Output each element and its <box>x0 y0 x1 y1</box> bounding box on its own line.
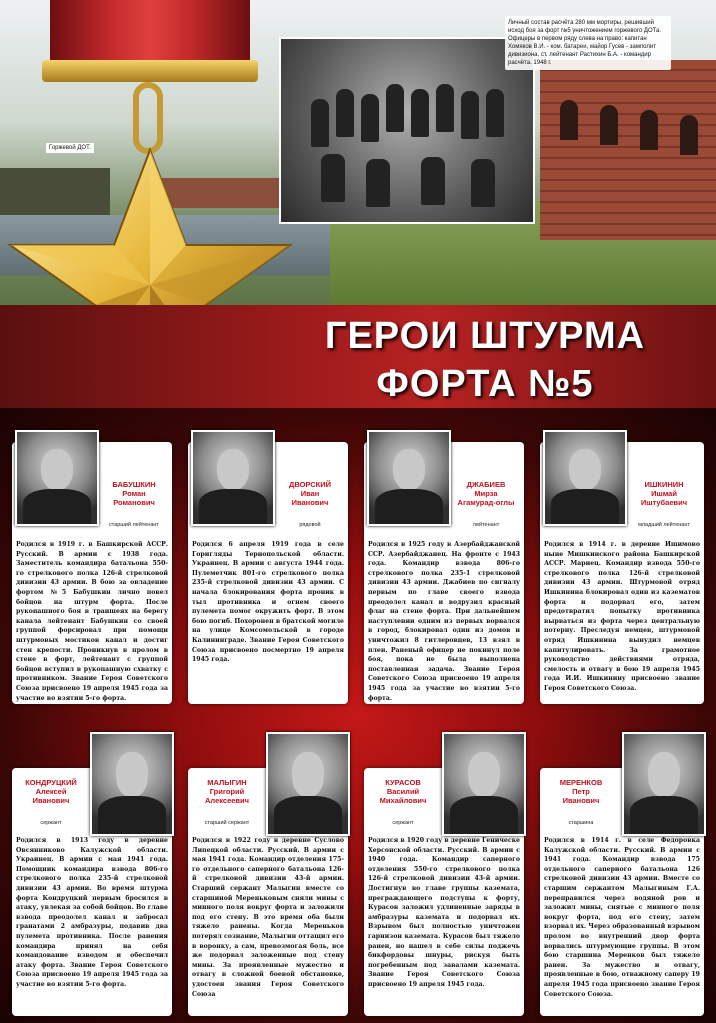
hero-portrait <box>90 732 174 836</box>
dot-label: Горжевой ДОТ. <box>46 143 94 153</box>
hero-bio: Родился в 1914 г. в селе Федоровка Калужской области. Русский. В армии с 1941 года. Командир взвода 175 отдельного саперного батальона 126 стрелковой дивизии 43 армии. Вместе со старшим сержантом Малыгиным Г.А. переправился через водяной ров и заложил мины, снятые с минного поля вокруг форта, под его стену, затем взорвал их. Через образованный взрывом пролом во внутренний двор форта ворвались штурмующие группы. В этом бою старшина Меренков был тяжело ранен. За мужество и отвагу, проявленные в бою, отважному саперу 19 апреля 1945 года присвоено звание Героя Советского Союза. <box>544 837 700 998</box>
hero-bio: Родился в 1914 г. в деревне Ишимово ныне Мишкинского района Башкирской АССР. Мариец. Командир взвода 550-го стрелкового полка 126-й стрелковой дивизии 43 армии. Штурмовой отряд Ишкинина блокировал один из казематов форта и подорвал его, затем предотвратил попытку противника вырваться из форта через центральную потерну. Преследуя немцев, штурмовой отряд Ишкинина вынудил немцев капитулировать. За грамотное руководство действиями отряда, смелость и отвагу в бою 19 апреля 1945 года И.И. Ишкинину присвоено звание Героя Советского Союза. <box>544 541 700 692</box>
hero-rank: старший сержант <box>204 820 250 826</box>
hero-card <box>364 442 524 704</box>
hero-portrait <box>622 732 706 836</box>
page-title <box>290 312 680 408</box>
hero-rank: младший лейтенант <box>638 522 690 528</box>
hero-rank: сержант <box>40 820 62 826</box>
hero-bio: Родился в 1925 году в Азербайджанской ССР. Азербайджанец. На фронте с 1943 года. Командир взвода 806-го стрелкового полка 235-1 стрелковой дивизии 43 армии. Джабиев по сигналу первым по главе своего взвода преодолел канал и водрузил красный флаг на стене форта. При дальнейшем наступлении одним из первых ворвался в город, блокировал один из домов и уничтожил 8 гитлеровцев, 13 взял в плен. Раненый офицер не покинул поле боя, пока не была выполнена поставленная задача. Звание Героя Советского Союза присвоено 19 апреля 1945 года за участие во взятии 5-го форта. <box>368 541 520 702</box>
hero-card <box>12 442 172 704</box>
hero-rank: старшина <box>568 820 594 826</box>
hero-name: БАБУШКИН Роман Романович <box>112 480 156 507</box>
hero-rank: рядовой <box>299 522 321 528</box>
hero-card <box>188 768 348 1016</box>
hero-bio: Родился 6 апреля 1919 года в селе Горигляды Тернопольской области. Украинец. В армии с августа 1944 года. Пулеметчик 801-го стрелкового полка 235-й стрелковой дивизии 43 армии. С начала блокирования форта проник в тыл противника и огнем своего пулемета помог окружить форт. В этом бою погиб. Похоронен в братской могиле на улице Комсомольской в городе Калининграде. Звание Героя Советского Союза присвоено посмертно 19 апреля 1945 года. <box>192 541 344 664</box>
medal-clasp <box>42 60 258 82</box>
hero-portrait <box>543 430 627 526</box>
hero-rank: старший лейтенант <box>109 522 159 528</box>
hero-name: КОНДРУЦКИЙ Алексей Иванович <box>25 778 77 805</box>
hero-name: ДВОРСКИЙ Иван Иванович <box>289 480 331 507</box>
hero-name: ИШКИНИН Ишмай Иштубаевич <box>640 480 688 507</box>
hero-card <box>12 768 172 1016</box>
hero-name: МЕРЕНКОВ Петр Иванович <box>559 778 603 805</box>
hero-bio: Родился в 1920 году в деревне Геническе Херсонской области. Русский. В армии с 1940 года. Командир саперного отделения 550-го стрелкового полка 126-й стрелковой дивизии 43-й армии. Достигнув во главе группы каземата, преграждающего подступы к форту, Курасов заложил удлиненные заряды в амбразуры каземата и подорвал их. Взрывом был полностью уничтожен гарнизон каземата. Курасов был тяжело ранен, но нашел в себе силы поджечь бикфордовы шнуры, рискуя быть погребенным под завалами каземата. Звание Героя Советского Союза присвоено 19 апреля 1945 года. <box>368 837 520 988</box>
fort-brick-wall <box>540 60 716 240</box>
hero-card <box>540 442 704 704</box>
hero-portrait <box>367 430 451 526</box>
medal-ring <box>133 82 163 154</box>
hero-card <box>188 442 348 704</box>
hero-portrait <box>442 732 526 836</box>
hero-bio: Родился в 1913 году в деревне Овсянниково Калужской области. Украинец. В армии с мая 1941 года. Помощник командира взвода 806-го стрелкового полка 235-й стрелковой дивизии 43 армии. Во время штурма форта Кондруцкий первым бросился в атаку, увлекая за собой бойцов. Во главе взвода преодолел канал и забросал гранатами 2 амбразуры, подавив два пулемета противника. После ранения командира принял на себя командование взводом и обеспечил атаку форта. Звание Героя Советского Союза присвоено 19 апреля 1945 года за участие во взятии 5-го форта. <box>16 837 168 988</box>
title-line-2: ФОРТА №5 <box>376 363 594 405</box>
hero-portrait <box>15 430 99 526</box>
hero-name: ДЖАБИЕВ Мирза Агамурад-оглы <box>457 480 515 507</box>
hero-rank: сержант <box>392 820 414 826</box>
soldiers-group-photo <box>279 37 535 224</box>
hero-bio: Родился в 1922 году в деревне Суслово Липецкой области. Русский. В армии с мая 1941 года. Командир отделения 175-го отдельного саперного батальона 126-й стрелковой дивизии 43-й армии. Старший сержант Малыгин вместе со старшиной Мереньковым сняли мины с минного поля вокруг форта и заложили под его стену. В это время оба были тяжело ранены. Когда Мереньков потерял сознание, Малыгин оттащил его в воронку, а сам, превозмогая боль, все же подорвал заложенные под стену мины. За проявленные мужество и отвагу в сложной боевой обстановке, удостоен звания Героя Советского Союза <box>192 837 344 998</box>
hero-bio: Родился в 1919 г. в Башкирской АССР. Русский. В армии с 1938 года. Заместитель командира батальона 550-го стрелкового полка 126-й стрелковой дивизии 43 армии. В бою за овладение фортом №5 Бабушкин лично повел бойцов на штурм форта. После рукопашного боя в траншеях на берегу канала лейтенант Бабушкин со своей группой форсировал при помощи штурмовых мостиков канал и достиг стен крепости. Проникнув в пролом в стене в форт, лейтенант с группой бойцов вступил в рукопашную схватку с противником. Звание Героя Советского Союза присвоено 19 апреля 1945 года за участие во взятии 5-го форта. <box>16 541 168 702</box>
hero-name: КУРАСОВ Василий Михайлович <box>379 778 427 805</box>
hero-name: МАЛЫГИН Григорий Алексеевич <box>205 778 249 805</box>
photo-caption: Личный состав расчёта 280 мм мортиры, решивший исход боя за форт №5 уничтожением горжевого ДОТа. Офицеры в первом ряду слева на право: капитан Хомяков В.И. - ком. батареи, майор Гусев - замполит дивизиона, ст. лейтенант Растихин Б.А. - командир расчёта. 1948 г. <box>505 16 671 70</box>
hero-card <box>540 768 704 1016</box>
title-line-1: ГЕРОИ ШТУРМА <box>324 315 646 357</box>
hero-rank: лейтенант <box>472 522 500 528</box>
hero-portrait <box>266 732 350 836</box>
hero-portrait <box>191 430 275 526</box>
hero-card <box>364 768 524 1016</box>
